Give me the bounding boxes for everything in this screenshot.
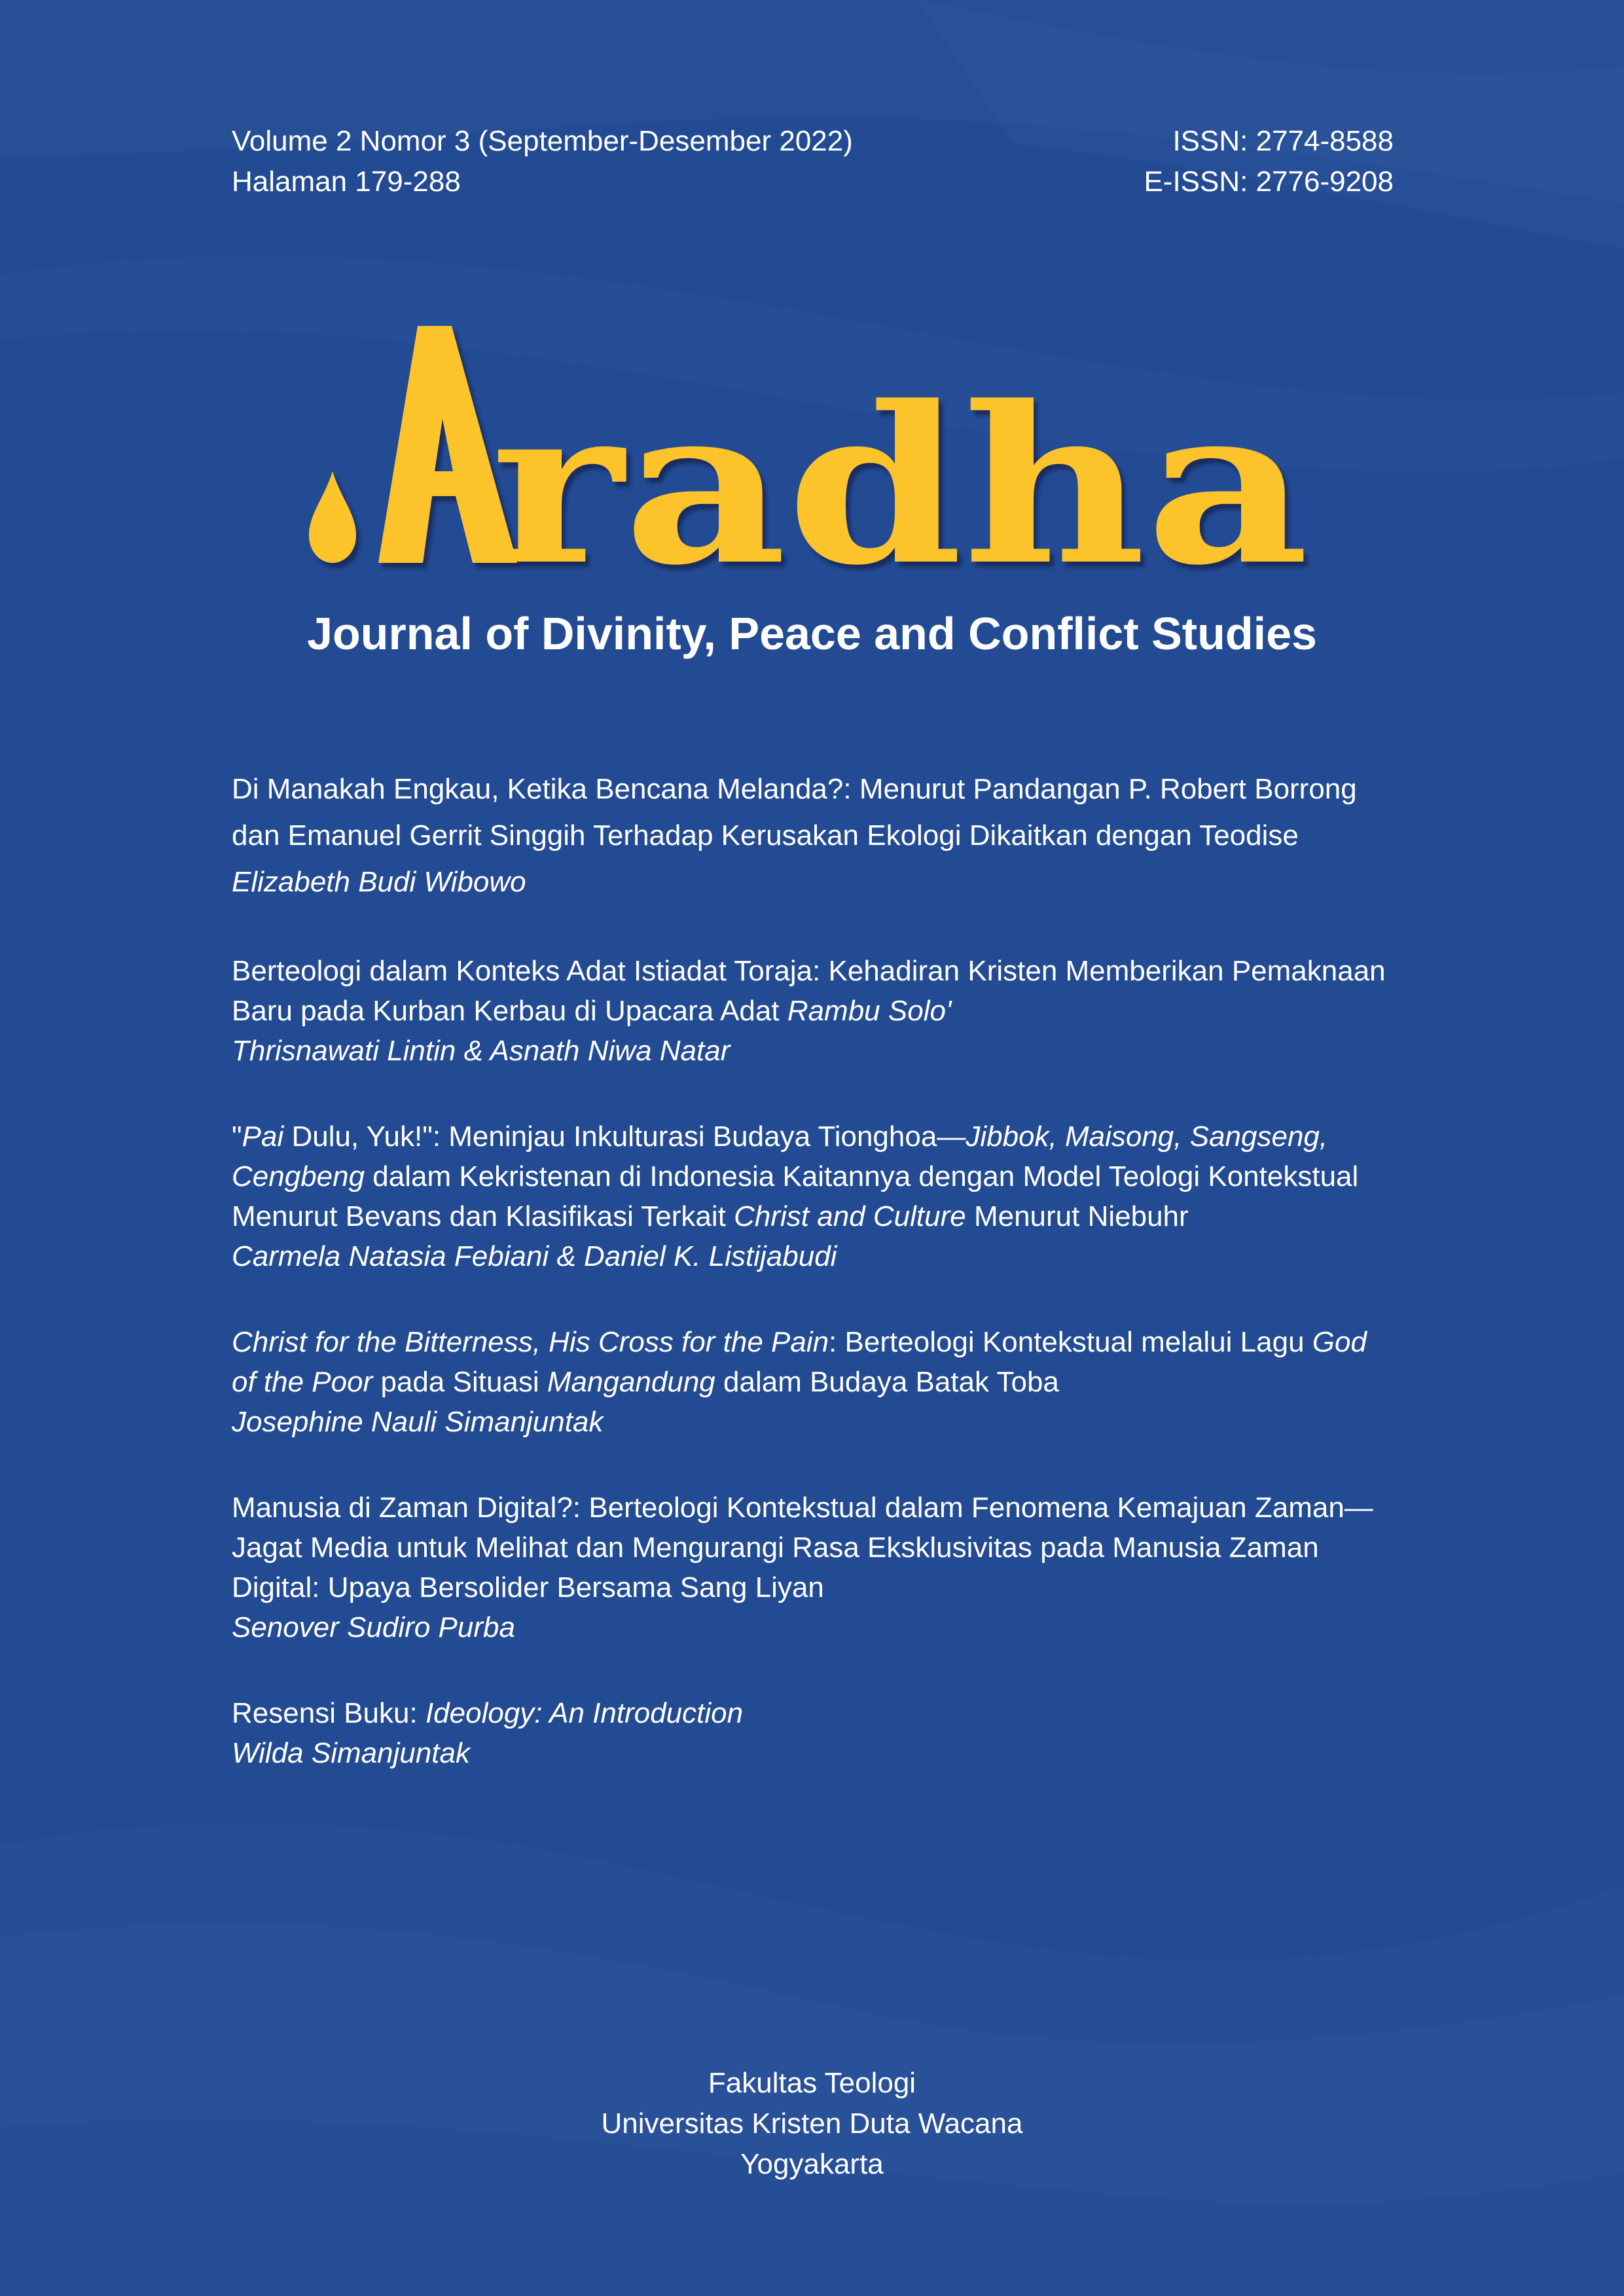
article-title-part: : Berteologi Kontekstual melalui Lagu <box>829 1326 1312 1358</box>
eissn: E-ISSN: 2776-9208 <box>1144 166 1394 198</box>
article-title-part: dalam Kekristenan di Indonesia Kaitannya dengan Model Teologi Kontekstual Menurut Bevans dan Klasifikasi Terkait <box>232 1160 1359 1232</box>
article-title-part: Rambu Solo' <box>787 995 952 1027</box>
city: Yogyakarta <box>740 2148 884 2180</box>
article-title-part: " <box>232 1121 242 1153</box>
article-entry <box>232 766 1397 905</box>
article-title <box>232 1322 1397 1402</box>
drop-icon <box>309 471 356 563</box>
article-title-part: Jibbok, Maisong, Sangseng, Cengbeng <box>232 1121 1328 1193</box>
article-author: Carmela Natasia Febiani & Daniel K. Listijabudi <box>232 1240 837 1272</box>
article-entry <box>232 1322 1397 1442</box>
volume-text: Volume 2 Nomor 3 (September-Desember 2022) <box>232 125 853 157</box>
article-title <box>232 1693 1397 1733</box>
article-title-part: Mangandung <box>547 1366 715 1398</box>
article-author: Josephine Nauli Simanjuntak <box>232 1406 604 1438</box>
journal-logo <box>301 314 1322 576</box>
article-title-part: Manusia di Zaman Digital?: Berteologi Kontekstual dalam Fenomena Kemajuan Zaman—Jagat Media untuk Melihat dan Mengurangi Rasa Eksklusivitas pada Manusia Zaman Digital: Upaya Bersolider Bersama Sang Liyan <box>232 1492 1373 1604</box>
issue-info <box>232 121 853 202</box>
article-entry <box>232 1488 1397 1647</box>
article-title-part: Pai <box>242 1121 284 1153</box>
article-author: Senover Sudiro Purba <box>232 1611 515 1643</box>
article-title-part: pada Situasi <box>372 1366 547 1398</box>
article-entry <box>232 1693 1397 1773</box>
issn-info <box>1144 121 1394 202</box>
faculty: Fakultas Teologi <box>708 2067 916 2099</box>
article-title-part: Dulu, Yuk!": Meninjau Inkulturasi Budaya Tionghoa— <box>283 1121 966 1153</box>
logo-wordmark: radha <box>491 359 1309 576</box>
article-author: Wilda Simanjuntak <box>232 1737 470 1769</box>
article-author: Thrisnawati Lintin & Asnath Niwa Natar <box>232 1035 731 1067</box>
article-title-part: Christ for the Bitterness, His Cross for the Pain <box>232 1326 829 1358</box>
article-title-part: God of the Poor <box>232 1326 1367 1398</box>
article-title <box>232 1117 1397 1236</box>
article-entry <box>232 951 1397 1071</box>
article-title-part: Berteologi dalam Konteks Adat Istiadat Toraja: Kehadiran Kristen Memberikan Pemaknaan Baru pada Kurban Kerbau di Upacara Adat <box>232 955 1386 1027</box>
journal-subtitle: Journal of Divinity, Peace and Conflict Studies <box>307 608 1317 659</box>
article-title <box>232 951 1397 1031</box>
article-title-part: Menurut Niebuhr <box>965 1200 1189 1232</box>
article-title-part: Di Manakah Engkau, Ketika Bencana Melanda?: Menurut Pandangan P. Robert Borrong dan Emanuel Gerrit Singgih Terhadap Kerusakan Ekologi Dikaitkan dengan Teodise <box>232 773 1357 852</box>
article-entry <box>232 1117 1397 1276</box>
issn: ISSN: 2774-8588 <box>1172 125 1394 157</box>
article-title-part: Christ and Culture <box>734 1200 966 1232</box>
article-title-part: dalam Budaya Batak Toba <box>715 1366 1059 1398</box>
page-range: Halaman 179-288 <box>232 166 461 198</box>
university: Universitas Kristen Duta Wacana <box>601 2108 1023 2140</box>
article-author: Elizabeth Budi Wibowo <box>232 866 526 898</box>
article-title-part: Ideology: An Introduction <box>425 1697 744 1729</box>
article-title-part: Resensi Buku: <box>232 1697 425 1729</box>
table-of-contents <box>232 766 1397 1773</box>
article-title <box>232 1488 1397 1607</box>
article-title <box>232 766 1397 859</box>
publisher-info <box>0 2063 1624 2185</box>
